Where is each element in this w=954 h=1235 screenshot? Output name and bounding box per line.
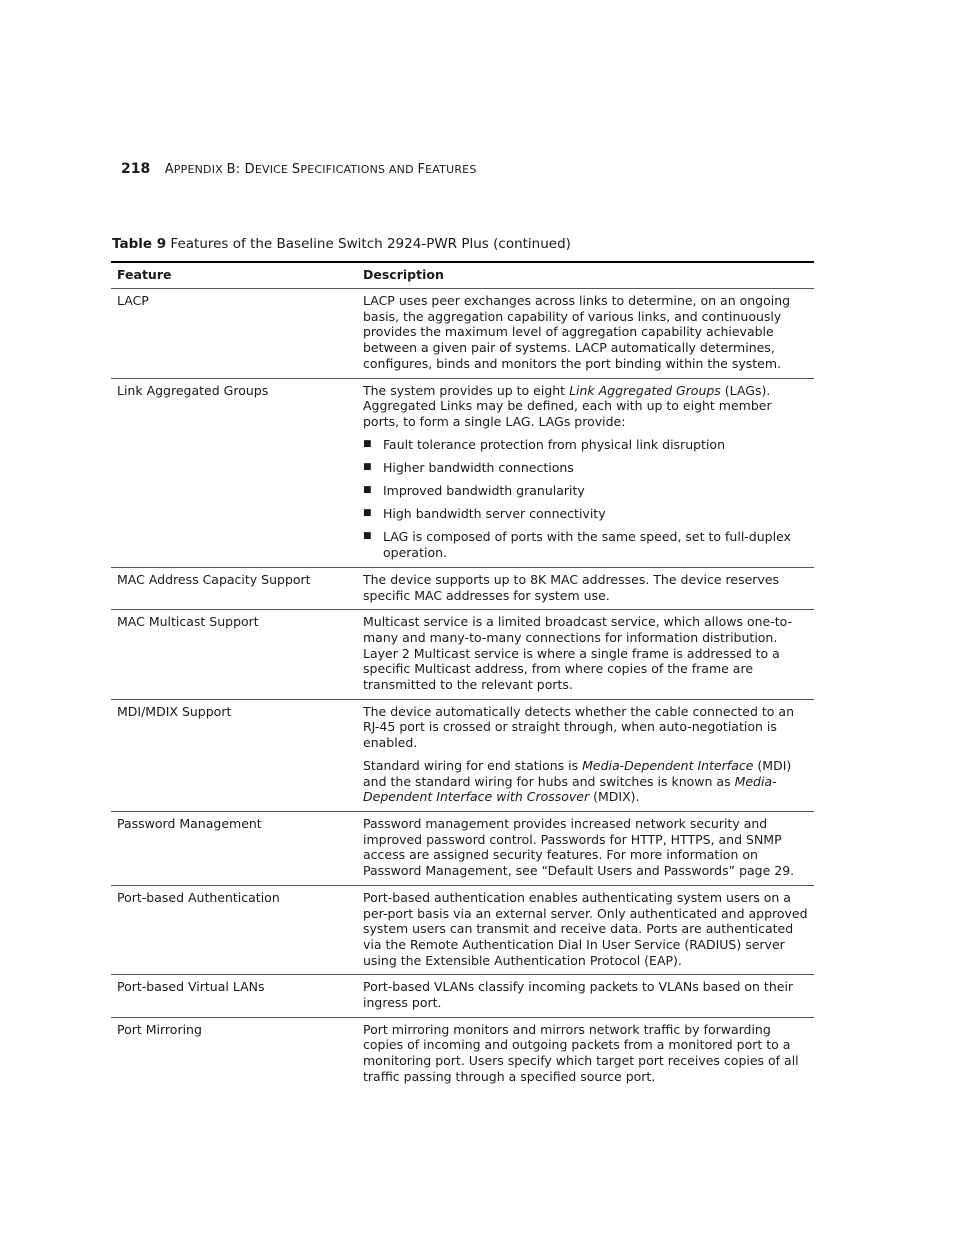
description-cell: Password management provides increased network security and improved password control. Passwords for HTTP, HTTPS, and SNMP access are assigned security features. For more information on Password Management, see “Default Users and Passwords” page 29. bbox=[363, 815, 795, 879]
table-row bbox=[111, 700, 814, 812]
feature-cell: Link Aggregated Groups bbox=[117, 382, 269, 398]
description-cell: Port-based VLANs classify incoming packets to VLANs based on their ingress port. bbox=[363, 979, 794, 1011]
table-row bbox=[111, 289, 814, 379]
list-item: ■ Higher bandwidth connections bbox=[363, 459, 574, 475]
description-paragraph: The device automatically detects whether the cable connected to an RJ-45 port is crossed or straight through, when auto-negotiation is enabled. bbox=[363, 703, 795, 751]
header-feature: Feature bbox=[117, 267, 172, 282]
table-row bbox=[111, 975, 814, 1017]
feature-cell: LACP bbox=[117, 293, 149, 308]
feature-cell: Port Mirroring bbox=[117, 1021, 202, 1037]
table-row bbox=[111, 610, 814, 700]
bullet-icon: ■ bbox=[363, 438, 372, 449]
table-row bbox=[111, 886, 814, 976]
feature-cell: MAC Address Capacity Support bbox=[117, 571, 311, 587]
feature-cell: MDI/MDIX Support bbox=[117, 703, 232, 719]
list-item: ■ LAG is composed of ports with the same speed, set to full-duplex operation. bbox=[363, 529, 791, 561]
description-cell: Port-based authentication enables authenticating system users on a per-port basis via an external server. Only authenticated and approved system users can transmit and receive data. Ports are authenticated via the Remote Authentication Dial In User Service (RADIUS) server using the Extensible Authentication Protocol (EAP). bbox=[363, 889, 808, 968]
table-row bbox=[111, 568, 814, 610]
bullet-icon: ■ bbox=[363, 531, 372, 542]
table-header-row bbox=[111, 263, 814, 289]
table-caption-label: Table 9 bbox=[112, 236, 167, 252]
table-caption-text: Features of the Baseline Switch 2924-PWR Plus (continued) bbox=[170, 236, 571, 252]
feature-cell: Port-based Virtual LANs bbox=[117, 979, 265, 995]
page-number: 218 bbox=[121, 161, 151, 177]
running-head bbox=[121, 160, 477, 179]
bullet-icon: ■ bbox=[363, 508, 372, 519]
feature-cell: MAC Multicast Support bbox=[117, 614, 259, 630]
description-cell: Port mirroring monitors and mirrors network traffic by forwarding copies of incoming and outgoing packets from a monitored port to a monitoring port. Users specify which target port receives copies of all traffic passing through a specified source port. bbox=[363, 1021, 799, 1084]
description-cell: The device supports up to 8K MAC addresses. The device reserves specific MAC addresses for system use. bbox=[363, 571, 780, 603]
description-cell: Multicast service is a limited broadcast service, which allows one-to-many and many-to-many connections for information distribution. Layer 2 Multicast service is where a single frame is addressed to a specific Multicast address, from where copies of the frame are transmitted to the relevant ports. bbox=[363, 614, 793, 693]
table-row bbox=[111, 1018, 814, 1091]
table-row bbox=[111, 379, 814, 568]
list-item: ■ Fault tolerance protection from physical link disruption bbox=[363, 436, 725, 452]
feature-cell: Port-based Authentication bbox=[117, 889, 280, 905]
feature-cell: Password Management bbox=[117, 815, 262, 831]
bullet-icon: ■ bbox=[363, 485, 372, 496]
list-item: ■ High bandwidth server connectivity bbox=[363, 506, 606, 522]
bullet-list bbox=[363, 437, 808, 561]
description-cell: LACP uses peer exchanges across links to determine, on an ongoing basis, the aggregation capability of various links, and continuously provides the maximum level of aggregation capability achievable between a given pair of systems. LACP automatically determines, configures, binds and monitors the port binding within the system. bbox=[363, 293, 791, 371]
description-cell bbox=[363, 383, 814, 561]
table-caption bbox=[112, 235, 571, 253]
header-description: Description bbox=[363, 267, 444, 282]
list-item: ■ Improved bandwidth granularity bbox=[363, 483, 585, 499]
features-table bbox=[111, 261, 814, 1091]
table-row bbox=[111, 812, 814, 886]
description-paragraph: Standard wiring for end stations is Media-Dependent Interface (MDI) and the standard wiring for hubs and switches is known as Media-Dependent Interface with Crossover (MDIX). bbox=[363, 757, 792, 805]
chapter-title: APPENDIX B: DEVICE SPECIFICATIONS AND FEATURES bbox=[164, 162, 477, 177]
description-cell bbox=[363, 704, 814, 805]
bullet-icon: ■ bbox=[363, 461, 372, 472]
description-paragraph: The system provides up to eight Link Aggregated Groups (LAGs). Aggregated Links may be defined, each with up to eight member ports, to form a single LAG. LAGs provide: bbox=[363, 382, 772, 429]
